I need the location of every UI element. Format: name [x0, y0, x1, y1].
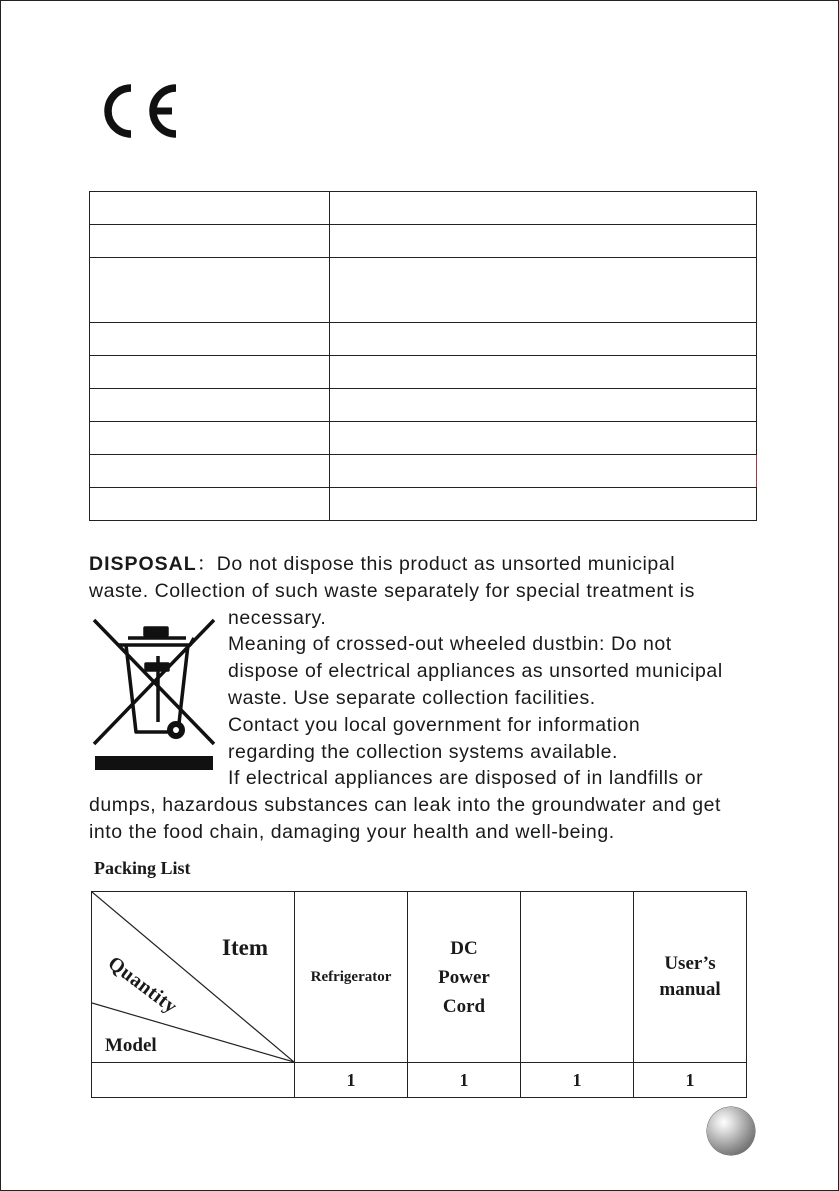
disposal-line	[89, 551, 769, 578]
disposal-line: waste. Use separate collection facilities.	[228, 686, 596, 709]
qty-refrigerator: 1	[295, 1063, 408, 1098]
disposal-line: necessary.	[228, 606, 327, 629]
qty-dc-power-cord: 1	[408, 1063, 521, 1098]
header-users-manual	[634, 892, 747, 1063]
spec-key-cell	[90, 258, 330, 323]
spec-row	[90, 389, 757, 422]
corner-label-model: Model	[105, 1035, 157, 1056]
crossed-out-wheeled-bin-icon	[90, 612, 220, 774]
disposal-text: Do not dispose this product as unsorted municipal	[216, 553, 676, 575]
disposal-line: regarding the collection systems available.	[228, 740, 619, 763]
ce-mark-logo	[94, 82, 182, 140]
disposal-line: Meaning of crossed-out wheeled dustbin: Do not	[228, 633, 672, 656]
packing-quantity-row	[92, 1063, 747, 1098]
spec-value-cell	[330, 488, 757, 521]
header-manual-line-1: User’s	[664, 953, 716, 974]
disposal-line: waste. Collection of such waste separately for special treatment is	[89, 579, 695, 602]
spec-key-cell	[90, 422, 330, 455]
qty-model	[92, 1063, 295, 1098]
packing-list-table	[91, 891, 747, 1098]
spec-key-cell	[90, 455, 330, 488]
spec-key-cell	[90, 225, 330, 258]
disposal-line: dispose of electrical appliances as unsorted municipal	[228, 660, 723, 683]
header-dc-line-3: Cord	[442, 995, 486, 1017]
spec-row	[90, 225, 757, 258]
specification-table	[89, 191, 757, 521]
spec-value-cell	[330, 455, 757, 488]
packing-header-row	[92, 892, 747, 1063]
header-dc-line-2: Power	[438, 966, 490, 988]
page-ball-icon	[707, 1107, 755, 1155]
spec-key-cell	[90, 323, 330, 356]
spec-value-cell	[330, 258, 757, 323]
spec-row	[90, 258, 757, 323]
corner-label-item: Item	[222, 935, 268, 960]
spec-row	[90, 356, 757, 389]
disposal-colon: ：	[196, 553, 217, 575]
spec-value-cell	[330, 356, 757, 389]
header-blank	[521, 892, 634, 1063]
packing-list-title: Packing List	[94, 858, 191, 878]
spec-value-cell	[330, 323, 757, 356]
spec-key-cell	[90, 488, 330, 521]
disposal-heading: DISPOSAL	[89, 553, 197, 575]
spec-value-cell	[330, 422, 757, 455]
spec-value-cell	[330, 225, 757, 258]
header-refrigerator-label: Refrigerator	[310, 969, 392, 985]
spec-value-cell	[330, 192, 757, 225]
spec-row	[90, 455, 757, 488]
header-refrigerator	[295, 892, 408, 1063]
spec-key-cell	[90, 389, 330, 422]
spec-key-cell	[90, 356, 330, 389]
spec-row	[90, 323, 757, 356]
disposal-line: dumps, hazardous substances can leak into the groundwater and get	[89, 794, 721, 817]
qty-users-manual: 1	[634, 1063, 747, 1098]
corner-label-quantity: Quantity	[103, 952, 182, 1019]
disposal-line: If electrical appliances are disposed of in landfills or	[228, 767, 704, 790]
header-manual-line-2: manual	[659, 979, 721, 1000]
disposal-line: Contact you local government for information	[228, 713, 641, 736]
header-dc-power-cord	[408, 892, 521, 1063]
spec-key-cell	[90, 192, 330, 225]
spec-row	[90, 422, 757, 455]
spec-row	[90, 192, 757, 225]
packing-corner-cell	[92, 892, 295, 1063]
header-dc-line-1: DC	[450, 937, 478, 959]
qty-blank: 1	[521, 1063, 634, 1098]
disposal-line: into the food chain, damaging your health and well-being.	[89, 820, 615, 843]
spec-value-cell	[330, 389, 757, 422]
spec-row	[90, 488, 757, 521]
